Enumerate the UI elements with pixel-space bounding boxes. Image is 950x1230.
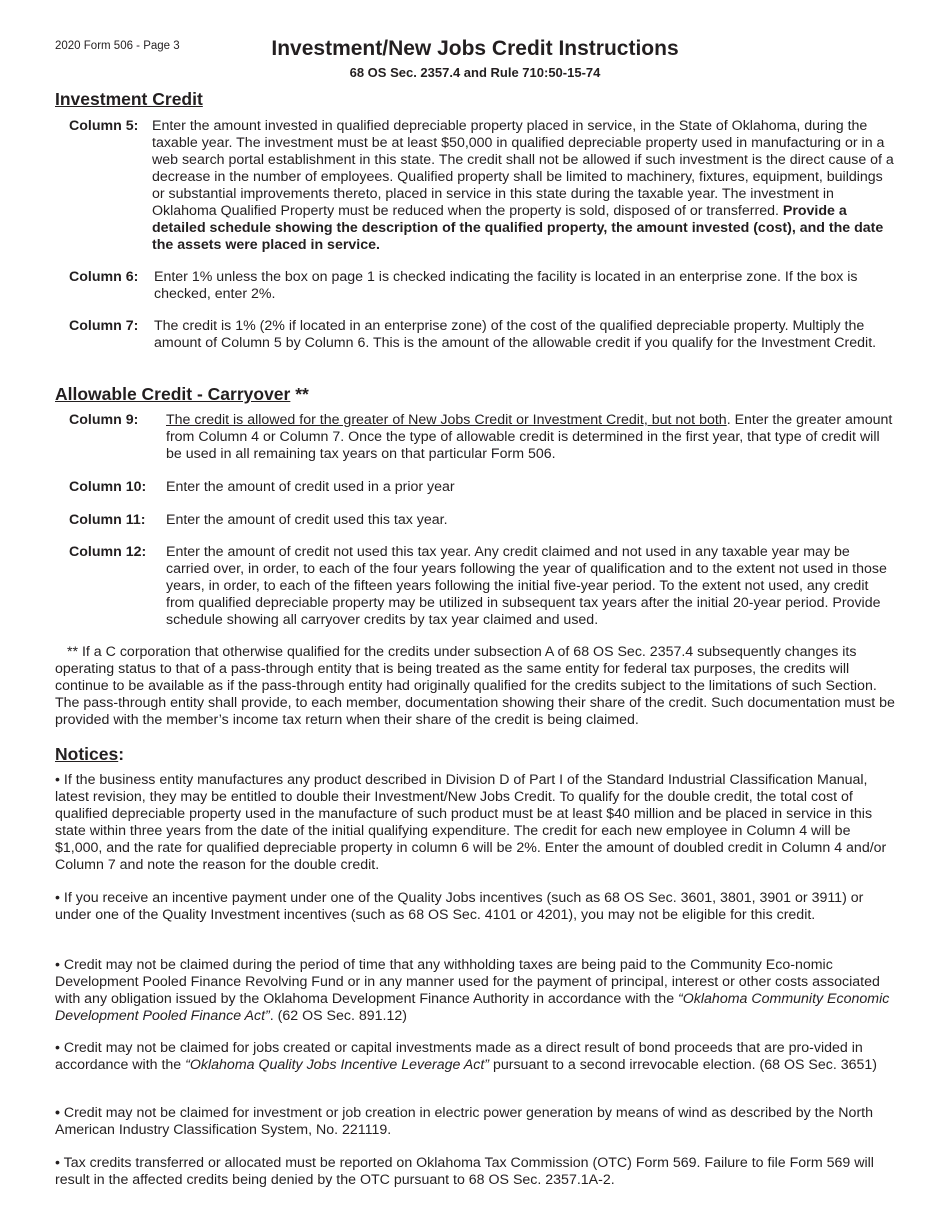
column-11-instruction <box>69 512 894 529</box>
notice-withholding-act: “Oklahoma Community Economic Development Pooled Finance Act” <box>55 991 890 1024</box>
notices-heading-colon: : <box>118 744 125 764</box>
notice-withholding-tail: . (62 OS Sec. 891.12) <box>269 1008 407 1024</box>
column-12-text: Enter the amount of credit not used this tax year. Any credit claimed and not used in any taxable year may be carried over, in order, to each of the four years following the year of qualification and to the extent not used in those years, in order, to each of the fifteen years following the initial five-year period. To the extent not used, any credit from qualified depreciable property may be utilized in subsequent tax years after the initial 20-year period. Provide schedule showing all carryover credits by tax year claimed and used. <box>166 544 887 628</box>
notices-heading <box>55 744 124 765</box>
allowable-credit-heading-text: Allowable Credit - Carryover <box>55 384 291 404</box>
page-title: Investment/New Jobs Credit Instructions <box>271 37 679 60</box>
column-11-text: Enter the amount of credit used this tax year. <box>166 512 448 528</box>
page-label: 2020 Form 506 - Page 3 <box>55 40 180 52</box>
column-10-instruction <box>69 479 894 496</box>
column-7-label: Column 7: <box>69 318 139 334</box>
notice-wind-text: Credit may not be claimed for investment or job creation in electric power generation by means of wind as described by the North American Industry Classification System, No. 221119. <box>55 1105 873 1138</box>
column-9-instruction <box>69 412 894 463</box>
column-9-text: . Enter the greater amount from Column 4 or Column 7. Once the type of allowable credit is determined in the first year, that type of credit will be used in all remaining tax years on that particular Form 506. <box>166 412 893 462</box>
notice-form-569: • Tax credits transferred or allocated must be reported on Oklahoma Tax Commission (OTC) Form 569. Failure to file Form 569 will result in the affected credits being denied by the OTC pursuant to 68 OS Sec. 2357.1A-2. <box>55 1155 874 1188</box>
column-5-label: Column 5: <box>69 118 139 134</box>
notice-withholding-taxes <box>55 957 895 1025</box>
investment-credit-heading <box>55 89 203 110</box>
notice-bond-act: “Oklahoma Quality Jobs Incentive Leverage Act” <box>185 1057 490 1073</box>
notice-bond-text: • Credit may not be claimed for jobs created or capital investments made as a direct result of bond proceeds that are pro-vided in accordance with the <box>55 1040 863 1073</box>
page-subtitle: 68 OS Sec. 2357.4 and Rule 710:50-15-74 <box>349 65 601 80</box>
column-12-label: Column 12: <box>69 544 147 560</box>
notice-quality-jobs: • If you receive an incentive payment under one of the Quality Jobs incentives (such as 68 OS Sec. 3601, 3801, 3901 or 3911) or under one of the Quality Investment incentives (such as 68 OS Sec. 4101 or 4201), you may not be eligible for this credit. <box>55 890 864 923</box>
column-11-label: Column 11: <box>69 512 146 528</box>
column-5-text: Enter the amount invested in qualified depreciable property placed in service, in the State of Oklahoma, during the taxable year. The investment must be at least $50,000 in qualified depreciable property used in manufacturing or in a web search portal establishment in this state. The credit shall not be allowed if such investment is the direct cause of a decrease in the number of employees. Qualified property shall be limited to machinery, fixtures, equipment, buildings or substantial improvements thereto, placed in service in this state during the taxable year. The investment in Oklahoma Qualified Property must be reduced when the property is sold, disposed of or transferred. <box>152 118 894 219</box>
column-7-text: The credit is 1% (2% if located in an enterprise zone) of the cost of the qualified depreciable property. Multiply the amount of Column 5 by Column 6. This is the amount of the allowable credit if you qualify for the Investment Credit. <box>154 318 877 351</box>
notice-wind-bullet: • <box>55 1105 60 1121</box>
column-5-instruction <box>69 118 894 254</box>
column-9-underlined-text: The credit is allowed for the greater of New Jobs Credit or Investment Credit, but not both <box>166 412 727 428</box>
column-6-instruction <box>69 269 894 303</box>
notice-wind-power <box>55 1105 895 1139</box>
column-9-label: Column 9: <box>69 412 139 428</box>
notice-bond-tail: pursuant to a second irrevocable election. (68 OS Sec. 3651) <box>489 1057 878 1073</box>
allowable-credit-heading-mark: ** <box>290 384 309 404</box>
column-6-label: Column 6: <box>69 269 139 285</box>
investment-credit-heading-text: Investment Credit <box>55 89 203 109</box>
notice-withholding-text: • Credit may not be claimed during the period of time that any withholding taxes are being paid to the Community Eco-nomic Development Pooled Finance Revolving Fund or in any manner used for the payment of principal, interest or other costs associated with any obligation issued by the Oklahoma Development Finance Authority in accordance with the <box>55 957 880 1007</box>
notices-heading-text: Notices <box>55 744 119 764</box>
column-10-label: Column 10: <box>69 479 147 495</box>
column-12-instruction <box>69 544 894 629</box>
column-7-instruction <box>69 318 894 352</box>
allowable-credit-heading <box>55 384 309 405</box>
column-6-text: Enter 1% unless the box on page 1 is checked indicating the facility is located in an enterprise zone. If the box is checked, enter 2%. <box>154 269 858 302</box>
notice-double-credit: • If the business entity manufactures any product described in Division D of Part I of the Standard Industrial Classification Manual, latest revision, they may be entitled to double their Investment/New Jobs Credit. To qualify for the double credit, the total cost of qualified depreciable property used in the manufacture of such product must be at least $40 million and be placed in service in this state within three years from the date of the initial qualifying expenditure. The credit for each new employee in Column 4 will be $1,000, and the rate for qualified depreciable property in column 6 will be 2%. Enter the amount of doubled credit in Column 4 and/or Column 7 and note the reason for the double credit. <box>55 772 887 873</box>
carryover-footnote: ** If a C corporation that otherwise qualified for the credits under subsection A of 68 OS Sec. 2357.4 subsequently changes its operating status to that of a pass-through entity that is being treated as the same entity for federal tax purposes, the credits will continue to be available as if the pass-through entity had originally qualified for the credits subject to the limitations of such Section. The pass-through entity shall provide, to each member, documentation showing their share of the credit. Such documentation must be provided with the member’s income tax return when their share of the credit is being claimed. <box>55 644 895 728</box>
notice-bond-proceeds <box>55 1040 895 1074</box>
column-5-bold-text: Provide a detailed schedule showing the description of the qualified property, the amount invested (cost), and the date the assets were placed in service. <box>152 203 884 253</box>
column-10-text: Enter the amount of credit used in a prior year <box>166 479 455 495</box>
